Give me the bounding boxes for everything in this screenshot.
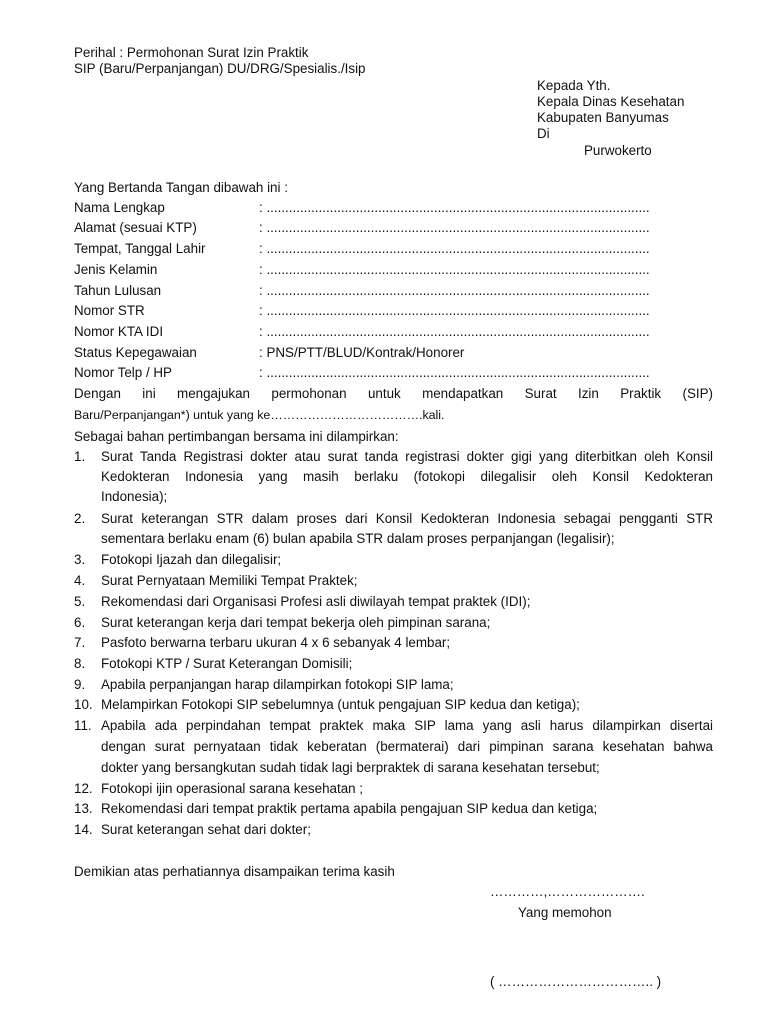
field-value-nomor-str: : ....................................................................................................... bbox=[259, 303, 650, 318]
field-label-status: Status Kepegawaian bbox=[74, 345, 197, 360]
list-item: sementara berlaku enam (6) bulan apabila STR dalam proses perpanjangan (legalisir); bbox=[101, 531, 615, 546]
list-number: 12. bbox=[74, 781, 93, 796]
list-number: 7. bbox=[74, 635, 86, 650]
list-number: 14. bbox=[74, 822, 93, 837]
list-number: 9. bbox=[74, 677, 86, 692]
list-number: 1. bbox=[74, 449, 86, 464]
field-value-alamat: : ....................................................................................................... bbox=[259, 220, 650, 235]
field-label-jenis-kelamin: Jenis Kelamin bbox=[74, 262, 158, 277]
field-value-ttl: : ....................................................................................................... bbox=[259, 241, 650, 256]
list-item: Pasfoto berwarna terbaru ukuran 4 x 6 sebanyak 4 lembar; bbox=[101, 635, 451, 650]
intro-text: Yang Bertanda Tangan dibawah ini : bbox=[74, 180, 288, 195]
field-value-jenis-kelamin: : ....................................................................................................... bbox=[259, 262, 650, 277]
closing-text: Demikian atas perhatiannya disampaikan terima kasih bbox=[74, 864, 395, 879]
signature-label: Yang memohon bbox=[518, 905, 612, 920]
list-item: Fotokopi ijin operasional sarana kesehatan ; bbox=[101, 781, 364, 796]
field-value-telp: : ....................................................................................................... bbox=[259, 365, 650, 380]
field-value-nama: : ....................................................................................................... bbox=[259, 200, 650, 215]
list-item: Surat Tanda Registrasi dokter atau surat tanda registrasi dokter gigi yang diterbitkan oleh Konsil bbox=[101, 449, 713, 464]
list-item: Surat keterangan kerja dari tempat bekerja oleh pimpinan sarana; bbox=[101, 615, 491, 630]
recipient-line-4: Di bbox=[537, 126, 550, 141]
list-number: 8. bbox=[74, 656, 86, 671]
list-item: Surat Pernyataan Memiliki Tempat Praktek; bbox=[101, 573, 358, 588]
field-label-kta-idi: Nomor KTA IDI bbox=[74, 324, 164, 339]
list-item: Fotokopi Ijazah dan dilegalisir; bbox=[101, 552, 282, 567]
recipient-line-1: Kepada Yth. bbox=[537, 78, 611, 93]
list-item: Surat keterangan sehat dari dokter; bbox=[101, 822, 311, 837]
recipient-line-2: Kepala Dinas Kesehatan bbox=[537, 94, 685, 109]
list-number: 10. bbox=[74, 697, 93, 712]
subject-line-1: Perihal : Permohonan Surat Izin Praktik bbox=[74, 45, 309, 60]
list-item: Apabila ada perpindahan tempat praktek maka SIP lama yang asli harus dilampirkan disertai bbox=[101, 718, 713, 733]
list-number: 3. bbox=[74, 552, 86, 567]
field-value-tahun-lulusan: : ....................................................................................................... bbox=[259, 283, 650, 298]
signature-name: ( …………………………….. ) bbox=[490, 974, 662, 989]
request-line-2: Baru/Perpanjangan*) untuk yang ke……………………………….kali. bbox=[74, 408, 445, 422]
signature-place-date: …………,…………………. bbox=[490, 884, 645, 899]
list-item: Surat keterangan STR dalam proses dari Konsil Kedokteran Indonesia sebagai pengganti STR bbox=[101, 511, 713, 526]
list-number: 13. bbox=[74, 801, 93, 816]
field-label-ttl: Tempat, Tanggal Lahir bbox=[74, 241, 206, 256]
list-item: Fotokopi KTP / Surat Keterangan Domisili; bbox=[101, 656, 353, 671]
list-item: Indonesia); bbox=[101, 489, 168, 504]
recipient-city: Purwokerto bbox=[584, 143, 652, 158]
list-number: 11. bbox=[74, 718, 92, 733]
list-item: dengan surat pernyataan tidak keberatan (bermaterai) dari pimpinan sarana kesehatan bahwa bbox=[101, 739, 713, 754]
field-label-nomor-str: Nomor STR bbox=[74, 303, 145, 318]
list-number: 2. bbox=[74, 511, 86, 526]
request-line-1: Dengan ini mengajukan permohonan untuk mendapatkan Surat Izin Praktik (SIP) bbox=[74, 386, 713, 401]
field-value-kta-idi: : ....................................................................................................... bbox=[259, 324, 650, 339]
subject-line-2: SIP (Baru/Perpanjangan) DU/DRG/Spesialis./Isip bbox=[74, 61, 366, 76]
list-number: 6. bbox=[74, 615, 86, 630]
field-label-tahun-lulusan: Tahun Lulusan bbox=[74, 283, 162, 298]
field-value-status: : PNS/PTT/BLUD/Kontrak/Honorer bbox=[259, 345, 465, 360]
list-item: dokter yang bersangkutan sudah tidak lagi berpraktek di sarana kesehatan tersebut; bbox=[101, 760, 600, 775]
attachments-intro: Sebagai bahan pertimbangan bersama ini dilampirkan: bbox=[74, 429, 399, 444]
field-label-alamat: Alamat (sesuai KTP) bbox=[74, 220, 197, 235]
list-item: Rekomendasi dari tempat praktik pertama apabila pengajuan SIP kedua dan ketiga; bbox=[101, 801, 598, 816]
list-item: Melampirkan Fotokopi SIP sebelumnya (untuk pengajuan SIP kedua dan ketiga); bbox=[101, 697, 580, 712]
list-item: Kedokteran Indonesia yang masih berlaku (fotokopi dilegalisir oleh Konsil Kedokteran bbox=[101, 469, 713, 484]
field-label-telp: Nomor Telp / HP bbox=[74, 365, 172, 380]
recipient-line-3: Kabupaten Banyumas bbox=[537, 110, 669, 125]
field-label-nama: Nama Lengkap bbox=[74, 200, 165, 215]
list-item: Apabila perpanjangan harap dilampirkan fotokopi SIP lama; bbox=[101, 677, 454, 692]
list-item: Rekomendasi dari Organisasi Profesi asli diwilayah tempat praktek (IDI); bbox=[101, 594, 531, 609]
list-number: 5. bbox=[74, 594, 86, 609]
list-number: 4. bbox=[74, 573, 86, 588]
